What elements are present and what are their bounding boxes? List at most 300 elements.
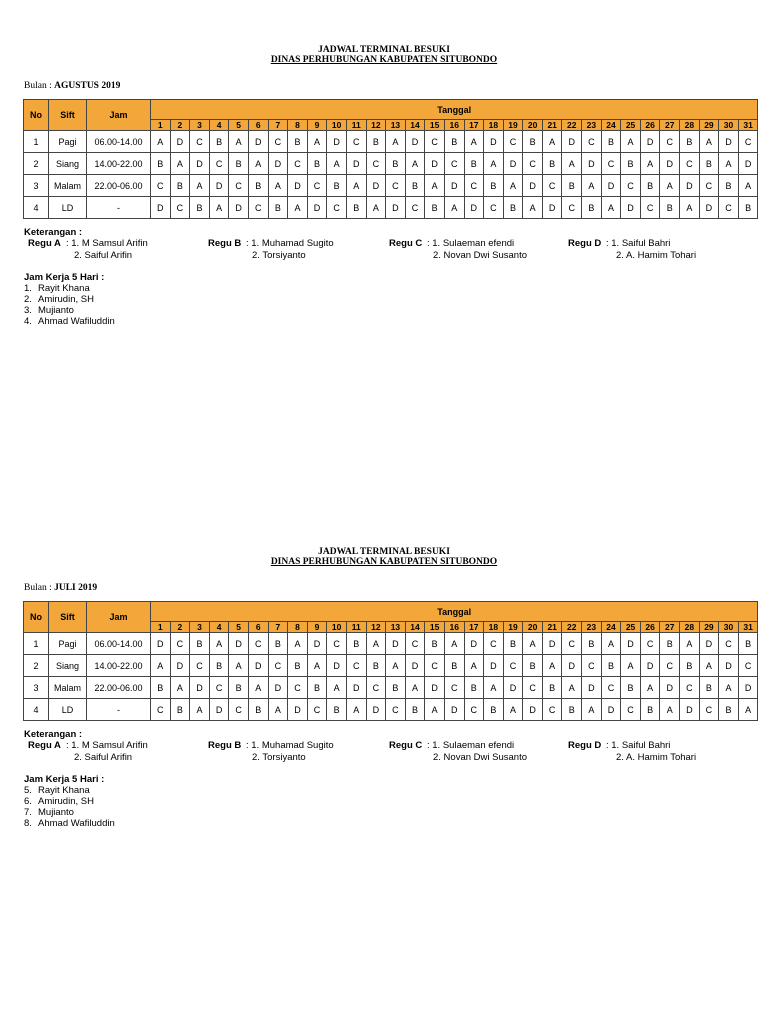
bulan-label: Bulan :	[24, 81, 52, 91]
shift-cell: C	[307, 699, 327, 721]
title-line-2: DINAS PERHUBUNGAN KABUPATEN SITUBONDO	[270, 55, 498, 65]
keterangan-label: Keterangan :	[24, 227, 83, 238]
shift-cell: A	[327, 153, 347, 175]
day-header: 17	[464, 120, 484, 131]
shift-cell: A	[190, 175, 210, 197]
shift-cell: B	[248, 699, 268, 721]
shift-cell: B	[719, 699, 739, 721]
shift-cell: B	[738, 197, 758, 219]
day-header: 15	[425, 622, 445, 633]
regu-member-1: : 1. Saiful Bahri	[606, 238, 671, 249]
day-header: 13	[386, 622, 406, 633]
shift-cell: C	[523, 677, 543, 699]
shift-cell: D	[268, 153, 288, 175]
shift-cell: A	[170, 677, 190, 699]
shift-cell: A	[190, 699, 210, 721]
shift-cell: C	[464, 699, 484, 721]
shift-cell: D	[601, 175, 621, 197]
shift-cell: B	[484, 175, 504, 197]
day-header: 24	[601, 120, 621, 131]
list-item	[24, 807, 115, 818]
shift-cell: D	[346, 677, 366, 699]
shift-cell: C	[582, 655, 602, 677]
shift-cell: B	[444, 131, 464, 153]
shift-cell: B	[719, 175, 739, 197]
shift-cell: C	[366, 153, 386, 175]
shift-cell: B	[366, 131, 386, 153]
shift-cell: D	[621, 633, 641, 655]
regu-member-1: : 1. Muhamad Sugito	[246, 740, 334, 751]
shift-cell: B	[484, 699, 504, 721]
shift-cell: D	[170, 655, 190, 677]
table-row	[24, 153, 758, 175]
day-header: 7	[268, 622, 288, 633]
table-header-row	[24, 602, 758, 622]
shift-cell: C	[738, 655, 758, 677]
list-number: 4.	[24, 316, 32, 327]
shift-cell: C	[444, 677, 464, 699]
row-no: 3	[24, 175, 49, 197]
shift-cell: D	[640, 655, 660, 677]
shift-cell: B	[190, 197, 210, 219]
keterangan-label: Keterangan :	[24, 729, 83, 740]
shift-cell: C	[346, 655, 366, 677]
shift-cell: D	[660, 677, 680, 699]
regu-name: Regu D	[568, 238, 602, 249]
shift-cell: C	[268, 655, 288, 677]
day-header: 30	[719, 622, 739, 633]
shift-cell: A	[680, 197, 700, 219]
shift-cell: B	[425, 633, 445, 655]
row-jam: -	[87, 197, 151, 219]
shift-cell: B	[327, 699, 347, 721]
row-no: 1	[24, 131, 49, 153]
day-header: 20	[523, 120, 543, 131]
shift-cell: D	[327, 131, 347, 153]
row-jam: -	[87, 699, 151, 721]
shift-cell: D	[229, 633, 249, 655]
shift-cell: B	[660, 633, 680, 655]
row-no: 2	[24, 655, 49, 677]
row-jam: 22.00-06.00	[87, 175, 151, 197]
shift-cell: B	[523, 131, 543, 153]
shift-cell: D	[209, 699, 229, 721]
row-sift: Malam	[49, 175, 87, 197]
shift-cell: C	[190, 131, 210, 153]
shift-cell: B	[503, 633, 523, 655]
day-header: 18	[484, 120, 504, 131]
shift-cell: D	[366, 699, 386, 721]
shift-cell: C	[307, 175, 327, 197]
table-row	[24, 197, 758, 219]
shift-cell: B	[307, 153, 327, 175]
day-header: 1	[151, 120, 171, 131]
regu-member-1: : 1. Sulaeman efendi	[427, 740, 515, 751]
table-row	[24, 677, 758, 699]
shift-cell: C	[327, 197, 347, 219]
day-header: 22	[562, 622, 582, 633]
shift-cell: C	[327, 633, 347, 655]
table-row	[24, 699, 758, 721]
row-no: 4	[24, 699, 49, 721]
shift-cell: C	[190, 655, 210, 677]
day-header: 10	[327, 120, 347, 131]
shift-cell: A	[268, 699, 288, 721]
day-header: 26	[640, 120, 660, 131]
shift-cell: D	[151, 633, 171, 655]
shift-cell: D	[288, 699, 308, 721]
table-header-row	[24, 100, 758, 120]
day-header: 29	[699, 622, 719, 633]
list-item	[24, 305, 115, 316]
shift-cell: B	[660, 197, 680, 219]
row-jam: 06.00-14.00	[87, 131, 151, 153]
day-header: 3	[190, 622, 210, 633]
day-header: 15	[425, 120, 445, 131]
shift-cell: B	[327, 175, 347, 197]
shift-cell: D	[738, 153, 758, 175]
shift-cell: C	[719, 197, 739, 219]
shift-cell: B	[562, 699, 582, 721]
header-sift: Sift	[49, 100, 87, 131]
day-header: 19	[503, 120, 523, 131]
shift-cell: C	[405, 633, 425, 655]
day-header: 6	[248, 120, 268, 131]
shift-cell: A	[660, 699, 680, 721]
shift-cell: C	[621, 699, 641, 721]
regu-group	[28, 740, 61, 752]
table-row	[24, 175, 758, 197]
shift-cell: D	[738, 677, 758, 699]
row-no: 4	[24, 197, 49, 219]
regu-member-1: : 1. M Samsul Arifin	[66, 238, 148, 249]
shift-cell: B	[640, 175, 660, 197]
shift-cell: A	[425, 699, 445, 721]
shift-cell: A	[582, 175, 602, 197]
regu-member-2: 2. Torsiyanto	[252, 250, 306, 261]
shift-cell: C	[503, 655, 523, 677]
shift-cell: C	[170, 197, 190, 219]
shift-cell: D	[680, 175, 700, 197]
shift-cell: B	[248, 175, 268, 197]
shift-cell: D	[699, 197, 719, 219]
shift-cell: C	[484, 197, 504, 219]
shift-cell: D	[582, 677, 602, 699]
shift-cell: C	[209, 153, 229, 175]
shift-cell: D	[366, 175, 386, 197]
shift-cell: D	[719, 655, 739, 677]
shift-cell: C	[229, 699, 249, 721]
shift-cell: A	[346, 175, 366, 197]
row-no: 1	[24, 633, 49, 655]
shift-cell: D	[444, 175, 464, 197]
shift-cell: A	[719, 153, 739, 175]
shift-cell: B	[640, 699, 660, 721]
day-header: 28	[680, 120, 700, 131]
list-item	[24, 785, 115, 796]
shift-cell: D	[503, 677, 523, 699]
shift-cell: B	[170, 175, 190, 197]
regu-name: Regu C	[389, 238, 423, 249]
shift-cell: A	[503, 699, 523, 721]
shift-cell: C	[699, 175, 719, 197]
shift-cell: B	[699, 677, 719, 699]
shift-cell: D	[503, 153, 523, 175]
shift-cell: D	[660, 153, 680, 175]
shift-cell: C	[288, 677, 308, 699]
shift-cell: C	[151, 699, 171, 721]
shift-cell: D	[405, 655, 425, 677]
shift-cell: A	[680, 633, 700, 655]
shift-cell: A	[229, 131, 249, 153]
day-header: 8	[288, 120, 308, 131]
shift-cell: A	[464, 131, 484, 153]
shift-cell: A	[444, 633, 464, 655]
shift-cell: A	[621, 131, 641, 153]
shift-cell: A	[288, 197, 308, 219]
shift-cell: D	[582, 153, 602, 175]
shift-cell: A	[386, 655, 406, 677]
shift-cell: A	[523, 633, 543, 655]
list-item	[24, 316, 115, 327]
header-jam: Jam	[87, 100, 151, 131]
shift-cell: D	[680, 699, 700, 721]
shift-cell: C	[680, 153, 700, 175]
shift-cell: C	[621, 175, 641, 197]
shift-cell: A	[405, 677, 425, 699]
day-header: 21	[542, 622, 562, 633]
row-sift: Siang	[49, 153, 87, 175]
shift-cell: C	[503, 131, 523, 153]
shift-cell: B	[738, 633, 758, 655]
shift-cell: B	[621, 153, 641, 175]
shift-cell: A	[640, 677, 660, 699]
regu-member-1: : 1. Saiful Bahri	[606, 740, 671, 751]
shift-cell: C	[209, 677, 229, 699]
shift-cell: B	[503, 197, 523, 219]
regu-name: Regu B	[208, 238, 242, 249]
bulan-label: Bulan :	[24, 583, 52, 593]
shift-cell: B	[268, 633, 288, 655]
shift-cell: C	[562, 197, 582, 219]
day-header: 2	[170, 622, 190, 633]
shift-cell: D	[542, 197, 562, 219]
shift-cell: B	[582, 633, 602, 655]
day-header: 24	[601, 622, 621, 633]
schedule-table	[23, 601, 758, 721]
shift-cell: B	[366, 655, 386, 677]
shift-cell: B	[444, 655, 464, 677]
shift-cell: C	[542, 175, 562, 197]
regu-member-1: : 1. M Samsul Arifin	[66, 740, 148, 751]
shift-cell: D	[425, 153, 445, 175]
day-header: 22	[562, 120, 582, 131]
shift-cell: C	[484, 633, 504, 655]
day-header: 3	[190, 120, 210, 131]
day-header: 4	[209, 622, 229, 633]
day-header: 9	[307, 622, 327, 633]
jam-kerja-list	[24, 774, 115, 829]
shift-cell: B	[405, 699, 425, 721]
shift-cell: D	[405, 131, 425, 153]
shift-cell: D	[288, 175, 308, 197]
regu-group	[208, 740, 241, 752]
day-header: 13	[386, 120, 406, 131]
day-header: 16	[444, 120, 464, 131]
shift-cell: A	[248, 153, 268, 175]
month-label	[24, 583, 97, 593]
shift-cell: A	[621, 655, 641, 677]
regu-group	[389, 238, 422, 250]
shift-cell: B	[680, 131, 700, 153]
list-name: Amirudin, SH	[38, 294, 94, 305]
shift-cell: B	[288, 131, 308, 153]
row-no: 3	[24, 677, 49, 699]
shift-cell: D	[248, 655, 268, 677]
shift-cell: A	[288, 633, 308, 655]
shift-cell: B	[268, 197, 288, 219]
shift-cell: A	[562, 677, 582, 699]
day-header: 11	[346, 120, 366, 131]
shift-cell: B	[151, 677, 171, 699]
shift-cell: A	[640, 153, 660, 175]
shift-cell: D	[209, 175, 229, 197]
list-number: 8.	[24, 818, 32, 829]
row-sift: Pagi	[49, 131, 87, 153]
header-tanggal: Tanggal	[151, 100, 758, 120]
shift-cell: C	[464, 175, 484, 197]
row-no: 2	[24, 153, 49, 175]
shift-cell: A	[503, 175, 523, 197]
title-line-1: JADWAL TERMINAL BESUKI	[318, 45, 450, 55]
shift-cell: A	[484, 677, 504, 699]
day-header: 8	[288, 622, 308, 633]
shift-cell: D	[307, 197, 327, 219]
shift-cell: A	[248, 677, 268, 699]
shift-cell: B	[229, 677, 249, 699]
shift-cell: A	[366, 197, 386, 219]
shift-cell: A	[307, 655, 327, 677]
shift-cell: B	[209, 655, 229, 677]
day-header: 26	[640, 622, 660, 633]
shift-cell: C	[386, 699, 406, 721]
day-header: 9	[307, 120, 327, 131]
day-header: 1	[151, 622, 171, 633]
shift-cell: C	[719, 633, 739, 655]
day-header: 28	[680, 622, 700, 633]
shift-cell: B	[464, 153, 484, 175]
row-jam: 22.00-06.00	[87, 677, 151, 699]
day-header: 11	[346, 622, 366, 633]
day-header: 14	[405, 622, 425, 633]
shift-cell: A	[425, 175, 445, 197]
shift-cell: C	[425, 655, 445, 677]
shift-cell: C	[601, 677, 621, 699]
shift-cell: C	[601, 153, 621, 175]
shift-cell: B	[346, 633, 366, 655]
day-header: 17	[464, 622, 484, 633]
shift-cell: D	[562, 655, 582, 677]
list-number: 2.	[24, 294, 32, 305]
shift-cell: B	[601, 655, 621, 677]
shift-cell: B	[288, 655, 308, 677]
shift-cell: B	[405, 175, 425, 197]
regu-member-1: : 1. Sulaeman efendi	[427, 238, 515, 249]
shift-cell: A	[601, 633, 621, 655]
header-jam: Jam	[87, 602, 151, 633]
shift-cell: C	[680, 677, 700, 699]
shift-cell: B	[523, 655, 543, 677]
shift-cell: C	[582, 131, 602, 153]
regu-group	[208, 238, 241, 250]
shift-cell: D	[151, 197, 171, 219]
day-header: 20	[523, 622, 543, 633]
header-sift: Sift	[49, 602, 87, 633]
shift-cell: D	[484, 131, 504, 153]
shift-cell: B	[386, 153, 406, 175]
shift-cell: B	[307, 677, 327, 699]
row-jam: 14.00-22.00	[87, 153, 151, 175]
day-header: 29	[699, 120, 719, 131]
table-row	[24, 131, 758, 153]
shift-cell: C	[366, 677, 386, 699]
day-header: 27	[660, 120, 680, 131]
schedule-table	[23, 99, 758, 219]
shift-cell: C	[738, 131, 758, 153]
regu-member-2: 2. A. Hamim Tohari	[616, 752, 697, 763]
day-header: 7	[268, 120, 288, 131]
shift-cell: D	[229, 197, 249, 219]
jam-kerja-list	[24, 272, 115, 327]
shift-cell: D	[621, 197, 641, 219]
shift-cell: D	[640, 131, 660, 153]
shift-cell: C	[640, 197, 660, 219]
shift-cell: B	[699, 153, 719, 175]
list-name: Ahmad Wafiluddin	[38, 818, 115, 829]
shift-cell: A	[170, 153, 190, 175]
shift-cell: D	[307, 633, 327, 655]
shift-cell: A	[464, 655, 484, 677]
table-row	[24, 633, 758, 655]
shift-cell: D	[268, 677, 288, 699]
list-number: 6.	[24, 796, 32, 807]
row-sift: LD	[49, 197, 87, 219]
shift-cell: A	[346, 699, 366, 721]
header-no: No	[24, 100, 49, 131]
shift-cell: A	[542, 655, 562, 677]
jam-kerja-label: Jam Kerja 5 Hari :	[24, 272, 105, 283]
shift-cell: A	[699, 655, 719, 677]
shift-cell: B	[562, 175, 582, 197]
shift-cell: B	[601, 131, 621, 153]
row-sift: Pagi	[49, 633, 87, 655]
shift-cell: D	[170, 131, 190, 153]
jam-kerja-label: Jam Kerja 5 Hari :	[24, 774, 105, 785]
regu-name: Regu A	[28, 740, 61, 751]
month-label	[24, 81, 120, 91]
regu-member-2: 2. Novan Dwi Susanto	[433, 250, 527, 261]
shift-cell: C	[229, 175, 249, 197]
list-item	[24, 796, 115, 807]
day-header: 18	[484, 622, 504, 633]
shift-cell: B	[582, 197, 602, 219]
document-title	[0, 547, 768, 567]
shift-cell: D	[386, 197, 406, 219]
row-sift: Malam	[49, 677, 87, 699]
shift-cell: C	[405, 197, 425, 219]
shift-cell: A	[582, 699, 602, 721]
list-number: 3.	[24, 305, 32, 316]
